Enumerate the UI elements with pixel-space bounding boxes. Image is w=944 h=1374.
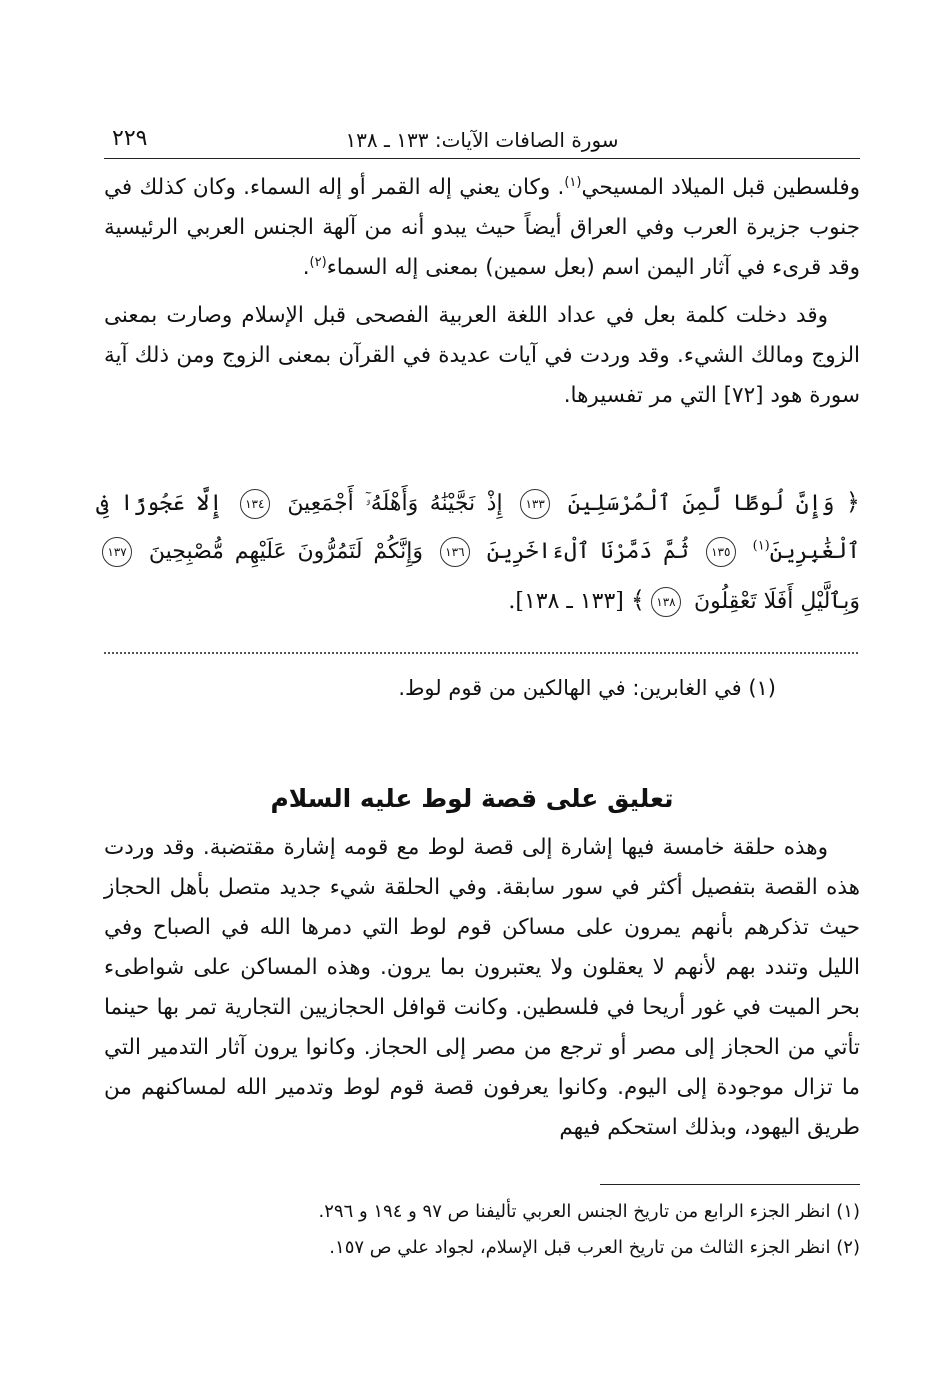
verse-133: وَإِنَّ لُوطًا لَّمِنَ ٱلْمُرْسَلِينَ [567,491,835,516]
quran-verses [96,478,860,626]
section-paragraph: وهذه حلقة خامسة فيها إشارة إلى قصة لوط مع قومه إشارة مقتضبة. وقد وردت هذه القصة بتفصيل أكثر في سور سابقة. وفي الحلقة شيء جديد متصل بأهل الحجاز حيث تذكرهم بأنهم يمرون على مساكن قوم لوط التي دمرها الله في الصباح وفي الليل وتندد بهم لأنهم لا يعقلون ولا يعتبرون بما يرون. وهذه المساكن على شواطىء بحر الميت في غور أريحا في فلسطين. وكانت قوافل الحجازيين التجارية تمر بها حينما تأتي من الحجاز إلى مصر أو ترجع من مصر إلى الحجاز. وكانوا يرون آثار التدمير التي ما تزال موجودة إلى اليوم. وكانوا يعرفون قصة قوم لوط وتدمير الله لمساكنهم من طريق اليهود، وبذلك استحكم فيهم [104,835,860,1140]
verse-135: إِلَّا عَجُوزًا فِى ٱلْغَٰبِرِينَ [96,491,860,564]
page-header [104,124,860,159]
intro-paragraph-2: وقد دخلت كلمة بعل في عداد اللغة العربية الفصحى قبل الإسلام وصارت بمعنى الزوج ومالك الشيء. وقد وردت في آيات عديدة في القرآن بمعنى الزوج ومن ذلك آية سورة هود [٧٢] التي مر تفسيرها. [104,303,860,408]
ayah-marker-138: ١٣٨ [651,587,681,617]
intro-p1-part-a: وفلسطين قبل الميلاد المسيحي [581,175,861,200]
verse-138: وَبِٱلَّيْلِ أَفَلَا تَعْقِلُونَ [693,589,860,614]
dotted-separator [104,652,858,654]
ayah-marker-133: ١٣٣ [520,489,550,519]
ayah-marker-134: ١٣٤ [240,489,270,519]
intro-p1-part-c: . [302,255,310,280]
footnotes [104,1194,860,1266]
section-title: تعليق على قصة لوط عليه السلام [270,784,674,813]
intro-text [104,168,860,416]
ayah-marker-136: ١٣٦ [440,537,470,567]
intro-p1-part-b: . وكان يعني إله القمر أو إله السماء. وكان كذلك في جنوب جزيرة العرب وفي العراق أيضاً حيث يبدو أنه من آلهة الجنس العربي الرئيسية وقد قرىء في آثار اليمن اسم (بعل سمين) بمعنى إله السماء [104,175,860,280]
footnote-ref-1: (١) [564,174,582,190]
verse-136: ثُمَّ دَمَّرْنَا ٱلْءَاخَرِينَ [486,539,689,564]
footnote-ref-2: (٢) [309,254,327,270]
verse-134: إِذْ نَجَّيْنَٰهُ وَأَهْلَهُۥٓ أَجْمَعِينَ [287,491,503,516]
intro-paragraph-1 [104,168,860,288]
running-title: سورة الصافات الآيات: ١٣٣ ـ ١٣٨ [345,128,619,152]
footnote-rule [600,1184,860,1185]
ayah-marker-135: ١٣٥ [706,537,736,567]
verse-range: [١٣٣ ـ ١٣٨]. [508,589,624,614]
footnote-1: (١) انظر الجزء الرابع من تاريخ الجنس العربي تأليفنا ص ٩٧ و ١٩٤ و ٢٩٦. [318,1201,860,1222]
verse-close-bracket: ﴾ [630,586,645,614]
section-body [104,828,860,1148]
verse-footnote-ref: (١) [752,538,770,554]
verse-137: وَإِنَّكُمْ لَتَمُرُّونَ عَلَيْهِم مُّصْبِحِينَ [148,539,423,564]
verse-footnote: (١) في الغابرين: في الهالكين من قوم لوط. [398,676,776,700]
footnote-2: (٢) انظر الجزء الثالث من تاريخ العرب قبل الإسلام، لجواد علي ص ١٥٧. [329,1237,860,1258]
page-number: ٢٢٩ [112,126,148,151]
verse-open-bracket: ﴿ [845,488,860,516]
ayah-marker-137: ١٣٧ [102,537,132,567]
